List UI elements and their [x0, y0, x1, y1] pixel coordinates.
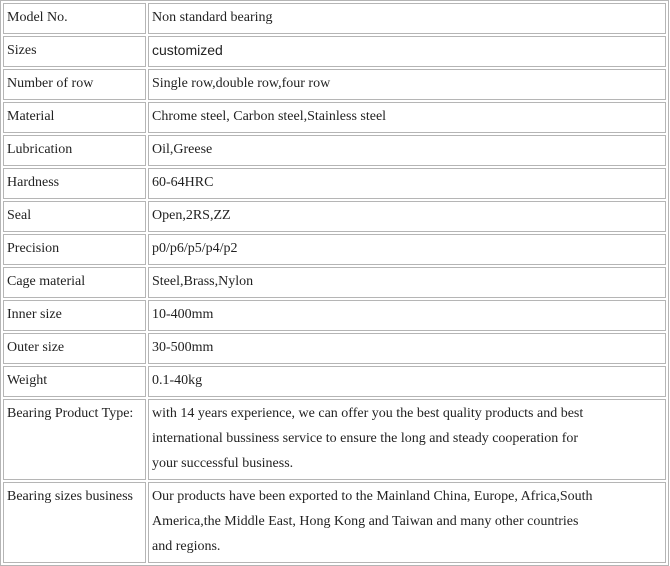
- row-value-inner-size: 10-400mm: [148, 300, 666, 331]
- row-label-inner-size: Inner size: [3, 300, 146, 331]
- value-line: Our products have been exported to the Mainland China, Europe, Africa,South: [152, 489, 593, 504]
- row-value-weight: 0.1-40kg: [148, 366, 666, 397]
- row-label-cage-material: Cage material: [3, 267, 146, 298]
- row-label-bearing-product-type: Bearing Product Type:: [3, 399, 146, 480]
- row-value-model-no: Non standard bearing: [148, 3, 666, 34]
- table-row: [3, 366, 666, 397]
- row-label-number-of-row: Number of row: [3, 69, 146, 100]
- value-line: international bussiness service to ensure the long and steady cooperation for: [152, 431, 579, 446]
- table-row: [3, 399, 666, 480]
- table-row: [3, 267, 666, 298]
- value-line: with 14 years experience, we can offer you the best quality products and best: [152, 406, 584, 421]
- table-row: [3, 201, 666, 232]
- table-row: [3, 135, 666, 166]
- table-row: [3, 102, 666, 133]
- row-value-outer-size: 30-500mm: [148, 333, 666, 364]
- table-row: [3, 3, 666, 34]
- row-value-bearing-product-type: [148, 399, 666, 480]
- row-label-weight: Weight: [3, 366, 146, 397]
- row-label-hardness: Hardness: [3, 168, 146, 199]
- value-line: your successful business.: [152, 456, 294, 471]
- row-label-precision: Precision: [3, 234, 146, 265]
- row-value-sizes: customized: [148, 36, 666, 67]
- row-value-cage-material: Steel,Brass,Nylon: [148, 267, 666, 298]
- table-row: [3, 69, 666, 100]
- value-line: America,the Middle East, Hong Kong and Taiwan and many other countries: [152, 514, 579, 529]
- row-label-bearing-sizes-business: Bearing sizes business: [3, 482, 146, 563]
- table-row: [3, 36, 666, 67]
- row-value-number-of-row: Single row,double row,four row: [148, 69, 666, 100]
- row-value-hardness: 60-64HRC: [148, 168, 666, 199]
- table-row: [3, 300, 666, 331]
- table-row: [3, 168, 666, 199]
- row-label-lubrication: Lubrication: [3, 135, 146, 166]
- row-label-material: Material: [3, 102, 146, 133]
- row-label-model-no: Model No.: [3, 3, 146, 34]
- table-row: [3, 234, 666, 265]
- row-label-outer-size: Outer size: [3, 333, 146, 364]
- row-label-seal: Seal: [3, 201, 146, 232]
- value-line: and regions.: [152, 539, 221, 554]
- row-value-precision: p0/p6/p5/p4/p2: [148, 234, 666, 265]
- row-value-lubrication: Oil,Greese: [148, 135, 666, 166]
- row-label-sizes: Sizes: [3, 36, 146, 67]
- row-value-material: Chrome steel, Carbon steel,Stainless steel: [148, 102, 666, 133]
- table-row: [3, 333, 666, 364]
- row-value-seal: Open,2RS,ZZ: [148, 201, 666, 232]
